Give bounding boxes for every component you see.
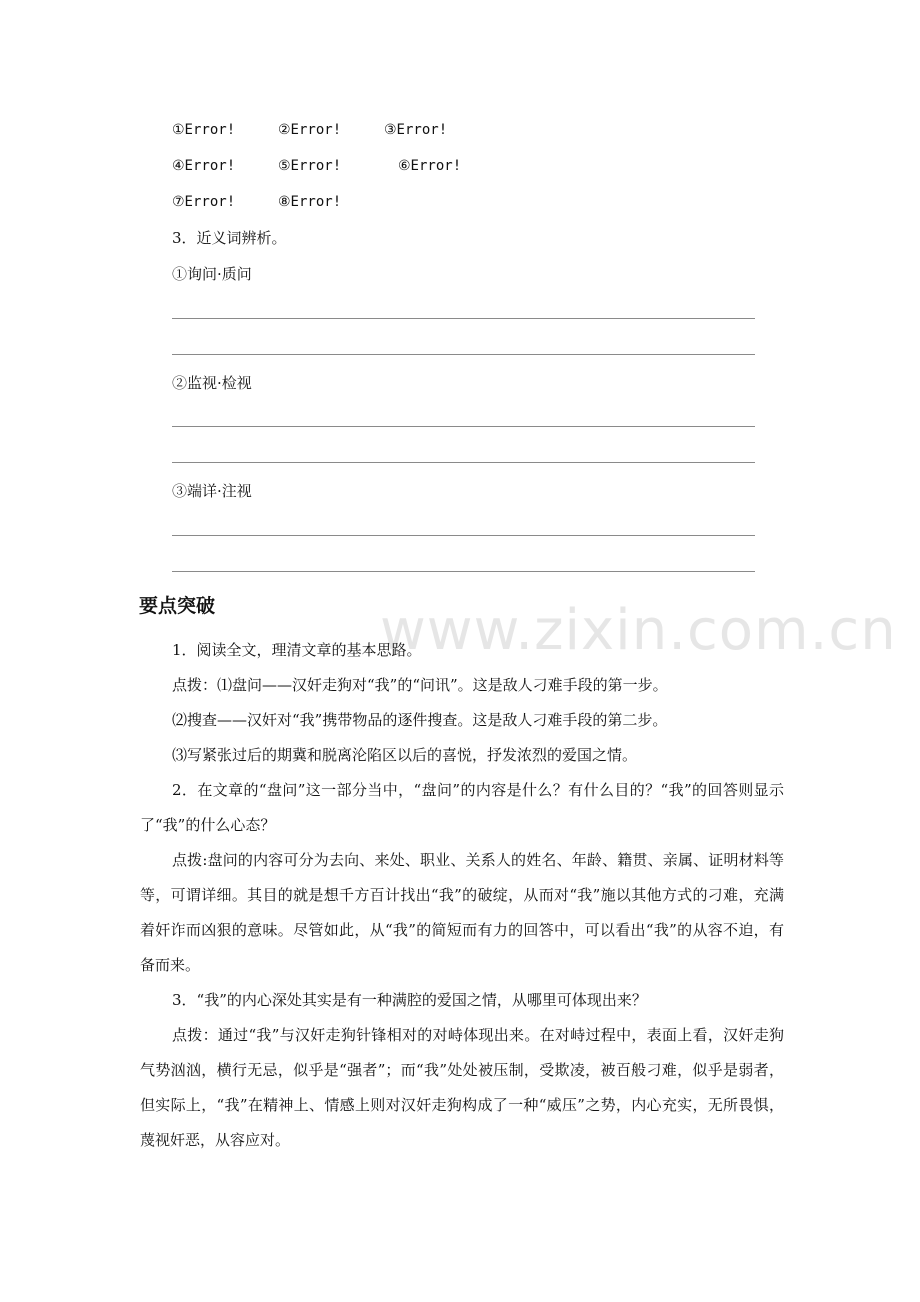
paragraph: 点拨:盘问的内容可分为去向、来处、职业、关系人的姓名、年龄、籍贯、亲属、证明材料等等，可谓详细。其目的就是想千方百计找出“我”的破绽，从而对“我”施以其他方式的刁难，充满着奸诈而凶狠的意味。尽管如此，从“我”的简短而有力的回答中，可以看出“我”的从容不迫，有备而来。 — [140, 851, 784, 974]
paragraph: 点拨：通过“我”与汉奸走狗针锋相对的对峙体现出来。在对峙过程中，表面上看，汉奸走狗气势汹汹，横行无忌，似乎是“强者”；而“我”处处被压制，受欺凌，被百般刁难，似乎是弱者，但实际上，“我”在精神上、情感上则对汉奸走狗构成了一种“威压”之势，内心充实，无所畏惧，蔑视奸恶，从容应对。 — [140, 1026, 784, 1149]
paragraph: 2．在文章的“盘问”这一部分当中，“盘问”的内容是什么？有什么目的？“我”的回答则显示了“我”的什么心态？ — [140, 781, 784, 834]
paragraph: 3．“我”的内心深处其实是有一种满腔的爱国之情，从哪里可体现出来？ — [172, 991, 647, 1009]
paragraph: ⑶写紧张过后的期冀和脱离沦陷区以后的喜悦，抒发浓烈的爱国之情。 — [172, 746, 638, 764]
section-heading: 要点突破 — [139, 595, 216, 617]
paragraph: 1．阅读全文，理清文章的基本思路。 — [172, 641, 422, 659]
paragraph: ⑵搜查——汉奸对“我”携带物品的逐件搜查。这是敌人刁难手段的第二步。 — [172, 711, 668, 729]
error-item-5: ⑤Error! — [278, 158, 342, 174]
error-item-2: ②Error! — [278, 122, 342, 138]
answer-line — [172, 426, 755, 427]
answer-line — [172, 571, 755, 572]
error-item-1: ①Error! — [172, 122, 236, 138]
synonym-title: 3．近义词辨析。 — [172, 229, 287, 247]
error-item-8: ⑧Error! — [278, 194, 342, 210]
synonym-pair-1: ①询问·质问 — [172, 265, 252, 283]
paragraph: 点拨：⑴盘问——汉奸走狗对“我”的“问讯”。这是敌人刁难手段的第一步。 — [172, 676, 668, 694]
error-item-3: ③Error! — [384, 122, 448, 138]
synonym-pair-2: ②监视·检视 — [172, 374, 252, 392]
error-item-6: ⑥Error! — [398, 158, 462, 174]
answer-line — [172, 318, 755, 319]
synonym-pair-3: ③端详·注视 — [172, 482, 252, 500]
error-item-4: ④Error! — [172, 158, 236, 174]
watermark: www.zixin.com.cn — [380, 598, 897, 663]
answer-line — [172, 462, 755, 463]
error-item-7: ⑦Error! — [172, 194, 236, 210]
answer-line — [172, 354, 755, 355]
answer-line — [172, 535, 755, 536]
